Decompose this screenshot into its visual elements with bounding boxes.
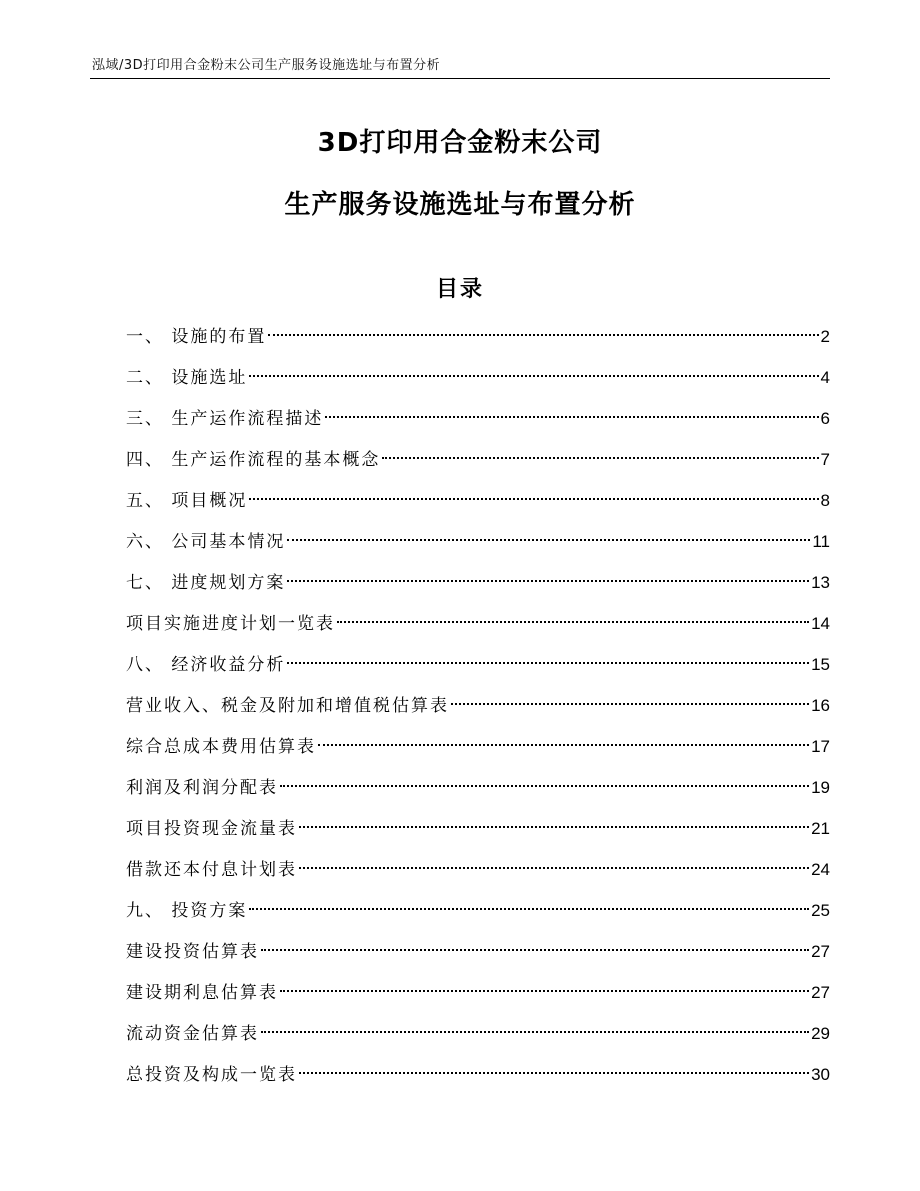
toc-entry[interactable] [126,977,830,1018]
toc-entry-label: 五、 项目概况 [126,491,248,511]
toc-entry-label: 六、 公司基本情况 [126,532,286,552]
toc-entry[interactable] [126,444,830,485]
toc-dot-leader [280,990,809,992]
toc-entry-label: 借款还本付息计划表 [126,860,297,880]
toc-entry-label: 七、 进度规划方案 [126,573,286,593]
toc-entry-label: 流动资金估算表 [126,1024,259,1044]
toc-entry[interactable] [126,362,830,403]
toc-dot-leader [287,662,809,664]
toc-entry[interactable] [126,649,830,690]
toc-dot-leader [318,744,809,746]
toc-dot-leader [337,621,809,623]
toc-entry-label: 建设投资估算表 [126,942,259,962]
toc-dot-leader [382,457,818,459]
toc-entry[interactable] [126,403,830,444]
toc-dot-leader [249,498,818,500]
toc-entry-label: 总投资及构成一览表 [126,1065,297,1085]
toc-entry-page: 14 [811,614,830,633]
toc-dot-leader [287,539,810,541]
toc-entry-label: 一、 设施的布置 [126,327,267,347]
toc-entry[interactable] [126,567,830,608]
toc-entry-page: 27 [811,942,830,961]
toc-entry-label: 项目投资现金流量表 [126,819,297,839]
toc-entry[interactable] [126,813,830,854]
toc-dot-leader [287,580,809,582]
toc-dot-leader [451,703,809,705]
toc-entry[interactable] [126,772,830,813]
toc-entry-label: 综合总成本费用估算表 [126,737,316,757]
toc-entry-page: 24 [811,860,830,879]
toc-entry-page: 4 [820,368,830,387]
toc-dot-leader [299,867,809,869]
toc-entry[interactable] [126,1018,830,1059]
toc-entry-page: 11 [812,532,830,551]
toc-dot-leader [325,416,818,418]
toc-entry[interactable] [126,936,830,977]
toc-dot-leader [249,908,809,910]
toc-dot-leader [261,949,809,951]
toc-entry[interactable] [126,321,830,362]
toc-dot-leader [299,826,809,828]
toc-entry-page: 13 [811,573,830,592]
toc-heading: 目录 [435,277,484,302]
toc-entry-page: 2 [820,327,830,346]
toc-dot-leader [299,1072,809,1074]
toc-entry-page: 8 [820,491,830,510]
toc-entry-page: 15 [811,655,830,674]
toc-entry[interactable] [126,1059,830,1100]
table-of-contents [126,321,830,1100]
toc-entry-label: 八、 经济收益分析 [126,655,286,675]
toc-entry-page: 25 [811,901,830,920]
toc-entry-page: 27 [811,983,830,1002]
toc-dot-leader [268,334,818,336]
toc-entry-label: 营业收入、税金及附加和增值税估算表 [126,696,449,716]
toc-entry-page: 30 [811,1065,830,1084]
header-divider [90,78,830,79]
toc-entry-page: 7 [820,450,830,469]
toc-entry-page: 21 [811,819,830,838]
toc-entry[interactable] [126,526,830,567]
toc-entry-label: 九、 投资方案 [126,901,248,921]
toc-entry[interactable] [126,854,830,895]
toc-dot-leader [280,785,809,787]
toc-entry-page: 19 [811,778,830,797]
toc-entry-label: 二、 设施选址 [126,368,248,388]
toc-dot-leader [261,1031,809,1033]
toc-entry[interactable] [126,485,830,526]
toc-entry-label: 三、 生产运作流程描述 [126,409,324,429]
toc-dot-leader [249,375,818,377]
toc-entry[interactable] [126,731,830,772]
running-header: 泓域/3D打印用合金粉末公司生产服务设施选址与布置分析 [92,58,441,73]
document-title-line-2: 生产服务设施选址与布置分析 [284,190,636,220]
toc-entry-label: 项目实施进度计划一览表 [126,614,335,634]
document-title-line-1: 3D打印用合金粉末公司 [317,128,603,158]
toc-entry-label: 利润及利润分配表 [126,778,278,798]
toc-entry[interactable] [126,690,830,731]
toc-entry-label: 建设期利息估算表 [126,983,278,1003]
toc-entry-page: 6 [820,409,830,428]
toc-entry-page: 17 [811,737,830,756]
toc-entry[interactable] [126,895,830,936]
toc-entry-page: 29 [811,1024,830,1043]
toc-entry-page: 16 [811,696,830,715]
toc-entry[interactable] [126,608,830,649]
toc-entry-label: 四、 生产运作流程的基本概念 [126,450,381,470]
